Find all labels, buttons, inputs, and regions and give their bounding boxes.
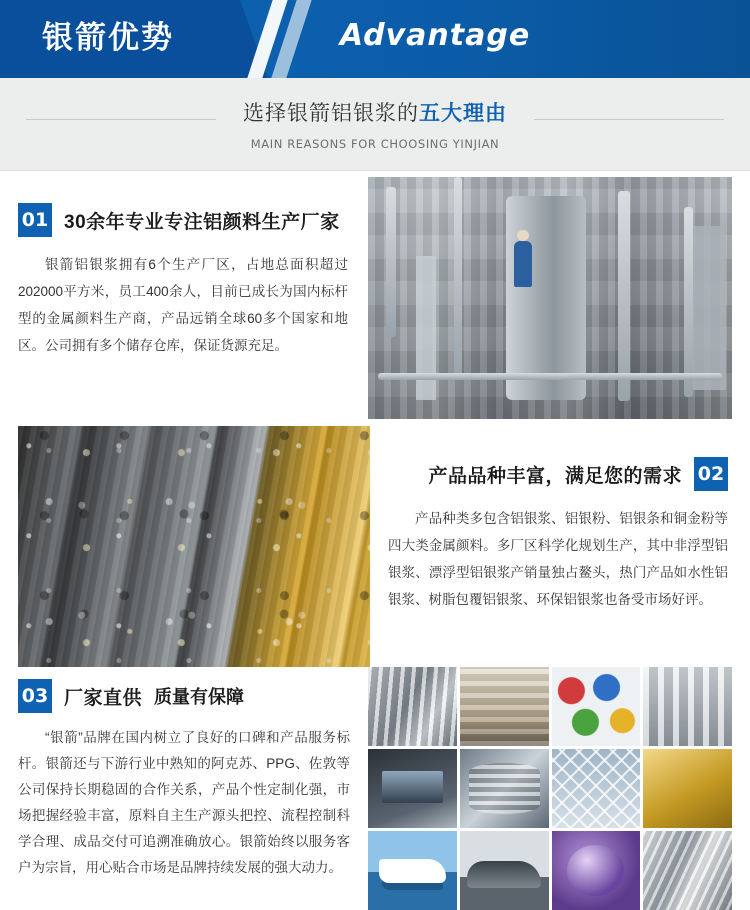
section-03-title-sub: 质量有保障 — [154, 687, 245, 707]
section-02-image — [18, 426, 370, 667]
section-01-number-badge: 01 — [18, 203, 52, 237]
pipe-2 — [454, 177, 462, 377]
section-03-body: “银箭”品牌在国内树立了良好的口碑和产品服务标杆。银箭还与下游行业中熟知的阿克苏、PPG、佐敦等公司保持长期稳固的合作关系，产品个性定制化强，市场把握经验丰富，原料自主生产源头把控、流程控制科学合理、成品交付可追溯准确放心。银箭始终以服务客户为宗旨，用心贴合市场是品牌持续发展的强大动力。 — [18, 730, 350, 875]
collage-cell-foil-sheet — [643, 831, 732, 910]
section-02-text-column — [388, 457, 728, 613]
section-01-image — [368, 177, 732, 419]
section-03-heading-row — [18, 679, 350, 713]
section-02-body: 产品种类多包含铝银浆、铝银粉、铝银条和铜金粉等四大类金属颜料。多厂区科学化规划生产，其中非浮型铝银浆、漂浮型铝银浆产销量独占鳌头，热门产品如水性铝银浆、树脂包覆铝银浆、环保铝银浆也备受市场好评。 — [388, 511, 728, 607]
subheading-block — [0, 78, 750, 171]
advantage-section-01 — [0, 171, 750, 426]
worker-figure — [514, 241, 532, 287]
section-01-body: 银箭铝银浆拥有6个生产厂区，占地总面积超过202000平方米，员工400余人，目前已成长为国内标杆型的金属颜料生产商，产品远销全球60多个国家和地区。公司拥有多个储存仓库，保证货源充足。 — [18, 257, 348, 353]
collage-cell-colored-spheres — [552, 667, 641, 746]
collage-cell-laptop — [368, 749, 457, 828]
collage-cell-gold-surface — [643, 749, 732, 828]
collage-cell-purple-sphere — [552, 831, 641, 910]
section-02-heading-row — [388, 457, 728, 491]
subheading-cn-highlight: 五大理由 — [419, 102, 507, 125]
subheading-inner — [0, 100, 750, 151]
factory-photo — [368, 177, 732, 419]
advantage-section-03 — [0, 667, 750, 910]
pipe-1 — [386, 187, 396, 337]
powder-samples-photo — [18, 426, 370, 667]
pipe-floor-rail — [378, 373, 722, 380]
advantage-section-02 — [0, 426, 750, 667]
collage-cell-metal-tubes — [368, 667, 457, 746]
pipe-3 — [618, 191, 630, 401]
subheading-cn-prefix: 选择银箭铝银浆的 — [243, 102, 419, 125]
pipe-4 — [684, 207, 693, 397]
section-03-title-main: 厂家直供 — [64, 687, 143, 709]
banner-title-en: Advantage — [339, 18, 531, 53]
collage-cell-ship — [368, 831, 457, 910]
section-03-number-badge: 03 — [18, 679, 52, 713]
section-01-title: 30余年专业专注铝颜料生产厂家 — [64, 211, 340, 233]
advantage-banner — [0, 0, 750, 78]
section-02-number-badge: 02 — [694, 457, 728, 491]
banner-title-cn: 银箭优势 — [42, 20, 174, 55]
subheading-cn — [0, 100, 750, 128]
collage-cell-aerosol-cans — [643, 667, 732, 746]
collage-cell-foil-roll — [460, 749, 549, 828]
section-01-text-column — [18, 203, 348, 359]
subheading-en: MAIN REASONS FOR CHOOSING YINJIAN — [250, 137, 500, 151]
collage-cell-car — [460, 831, 549, 910]
section-02-title: 产品品种丰富，满足您的需求 — [428, 465, 682, 487]
collage-cell-interior — [460, 667, 549, 746]
section-01-heading-row — [18, 203, 348, 237]
section-03-image — [368, 667, 732, 910]
section-03-text-column — [18, 679, 350, 881]
collage-cell-steel-truss — [552, 749, 641, 828]
